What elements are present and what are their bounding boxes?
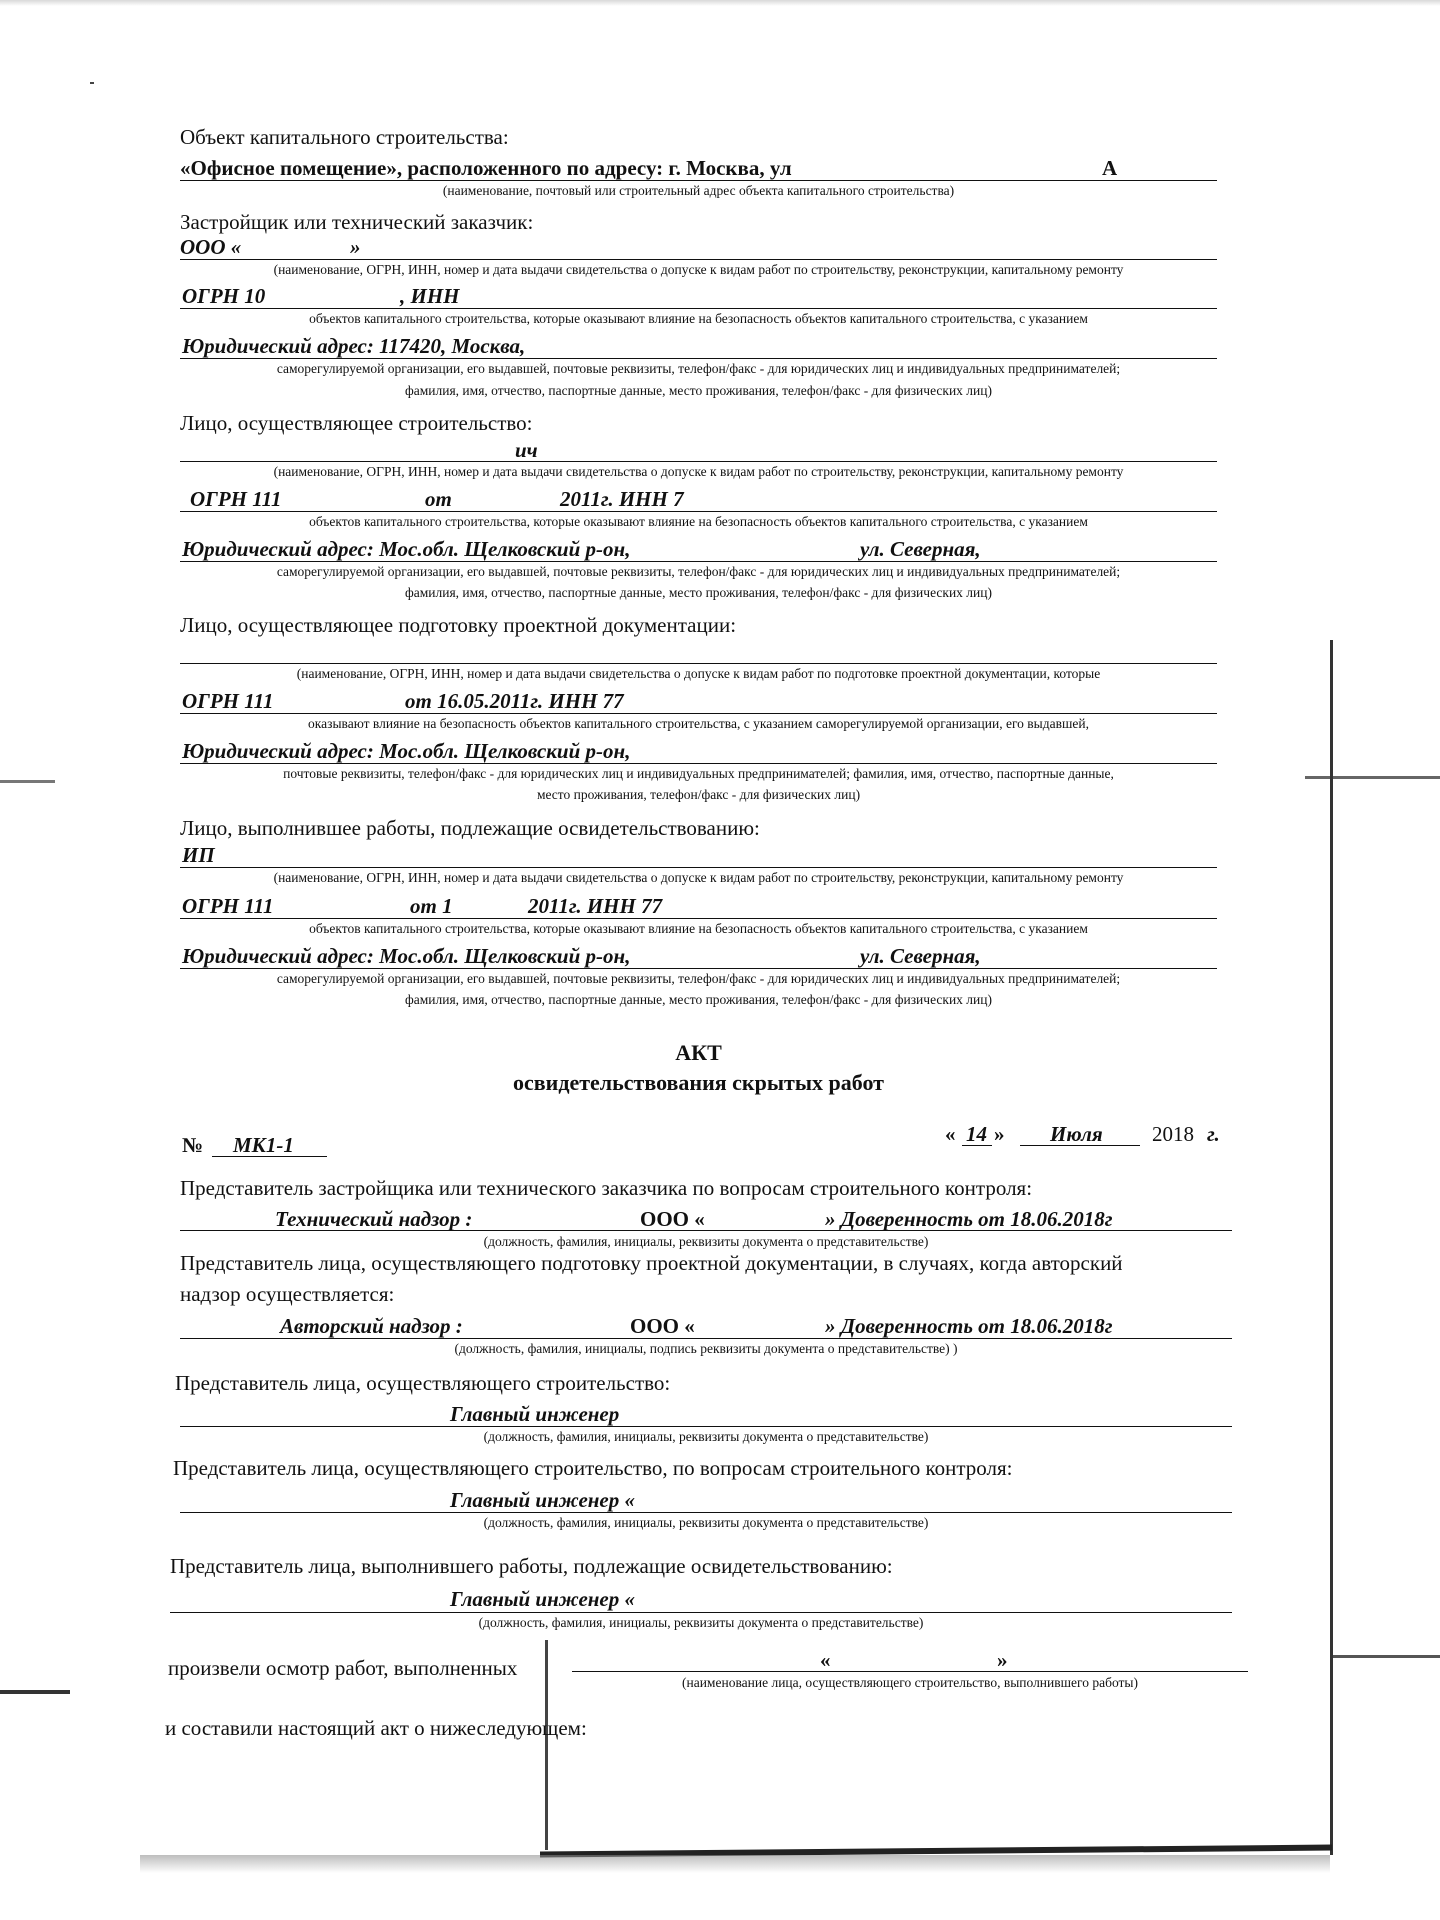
inspection-value-open: « [820, 1648, 831, 1672]
rep-builder-value: Главный инженер [450, 1402, 620, 1426]
performer-hint-1: (наименование, ОГРН, ИНН, номер и дата выдачи свидетельства о допуске к видам работ по строительству, реконструкции, капитальному ремонту [273, 870, 1124, 885]
date-month-underline [1020, 1145, 1140, 1146]
rep-builder-hint: (должность, фамилия, инициалы, реквизиты документа о представительстве) [483, 1429, 929, 1444]
performer-ogrn-underline [180, 918, 1217, 919]
designer-name-underline [180, 663, 1217, 664]
rep-control-label: Представитель лица, осуществляющего строительство, по вопросам строительного контроля: [173, 1456, 1013, 1480]
rep-builder-underline [180, 1426, 1232, 1427]
paper-edge [1330, 640, 1333, 1855]
act-number-underline [212, 1156, 327, 1157]
builder-ogrn-underline [180, 511, 1217, 512]
rep-customer-value: Технический надзор : [275, 1207, 473, 1231]
designer-hint-3: почтовые реквизиты, телефон/факс - для юридических лиц и индивидуальных предпринимателей; фамилия, имя, отчество, паспортные данные, [283, 766, 1114, 781]
object-label: Объект капитального строительства: [180, 125, 509, 149]
inspection-hint: (наименование лица, осуществляющего строительство, выполнившего работы) [682, 1675, 1138, 1690]
performer-date: от 1 [410, 894, 453, 918]
scan-mark [0, 1690, 70, 1694]
designer-hint-2: оказывают влияние на безопасность объектов капитального строительства, с указанием саморегулируемой организации, его выдавшей, [308, 716, 1089, 731]
developer-label: Застройщик или технический заказчик: [180, 210, 534, 234]
rep-designer-label: Представитель лица, осуществляющего подготовку проектной документации, в случаях, когда авторский [180, 1251, 1123, 1275]
developer-ogrn-underline [180, 308, 1217, 309]
act-number: МК1-1 [233, 1133, 294, 1157]
performer-address-tail: ул. Северная, [860, 944, 981, 968]
rep-customer-hint: (должность, фамилия, инициалы, реквизиты документа о представительстве) [483, 1234, 929, 1249]
designer-ogrn: ОГРН 111 [182, 689, 274, 713]
performer-label: Лицо, выполнившее работы, подлежащие освидетельствованию: [180, 816, 760, 840]
inspection-label: произвели осмотр работ, выполненных [168, 1656, 518, 1680]
builder-address-underline [180, 561, 1217, 562]
developer-hint-1: (наименование, ОГРН, ИНН, номер и дата выдачи свидетельства о допуске к видам работ по строительству, реконструкции, капитальному ремонту [273, 262, 1124, 277]
developer-hint-2: объектов капитального строительства, которые оказывают влияние на безопасность объектов капитального строительства, с указанием [309, 311, 1088, 326]
rep-designer-hint: (должность, фамилия, инициалы, подпись реквизиты документа о представительстве) ) [454, 1341, 958, 1356]
rep-designer-label-2: надзор осуществляется: [180, 1282, 395, 1306]
developer-hint-3: саморегулируемой организации, его выдавшей, почтовые реквизиты, телефон/факс - для юридических лиц и индивидуальных предпринимателей; [276, 361, 1121, 376]
builder-hint-2: объектов капитального строительства, которые оказывают влияние на безопасность объектов капитального строительства, с указанием [309, 514, 1088, 529]
date-year: 2018 [1152, 1122, 1194, 1146]
scan-mark [0, 780, 55, 783]
developer-inn: , ИНН [400, 284, 460, 308]
rep-customer-underline [180, 1230, 1232, 1231]
scan-shadow [140, 1855, 1330, 1873]
rep-control-hint: (должность, фамилия, инициалы, реквизиты документа о представительстве) [483, 1515, 929, 1530]
act-subtitle: освидетельствования скрытых работ [513, 1070, 884, 1095]
paper-edge [545, 1640, 548, 1850]
rep-builder-label: Представитель лица, осуществляющего строительство: [175, 1371, 671, 1395]
performer-address-underline [180, 968, 1217, 969]
rep-performer-underline [170, 1612, 1232, 1613]
developer-name: ООО « [180, 235, 242, 259]
performer-year: 2011г. ИНН 77 [528, 894, 663, 918]
designer-hint-1: (наименование, ОГРН, ИНН, номер и дата выдачи свидетельства о допуске к видам работ по подготовке проектной документации, которые [296, 666, 1101, 681]
builder-hint-1: (наименование, ОГРН, ИНН, номер и дата выдачи свидетельства о допуске к видам работ по строительству, реконструкции, капитальному ремонту [273, 464, 1124, 479]
builder-name-tail: ич [515, 438, 538, 462]
designer-address-underline [180, 763, 1217, 764]
developer-name-underline [180, 259, 1217, 260]
designer-hint-4: место проживания, телефон/факс - для физических лиц) [536, 787, 861, 802]
date-month: Июля [1050, 1122, 1103, 1146]
builder-year: 2011г. ИНН 7 [560, 487, 684, 511]
inspection-value-close: » [997, 1648, 1008, 1672]
builder-label: Лицо, осуществляющее строительство: [180, 411, 533, 435]
scan-mark [1330, 1655, 1440, 1658]
builder-name-underline [180, 461, 1217, 462]
rep-performer-value: Главный инженер « [450, 1587, 635, 1611]
builder-address-tail: ул. Северная, [860, 537, 981, 561]
developer-hint-4: фамилия, имя, отчество, паспортные данные, место проживания, телефон/факс - для физических лиц) [405, 383, 992, 398]
performer-hint-2: объектов капитального строительства, которые оказывают влияние на безопасность объектов капитального строительства, с указанием [309, 921, 1088, 936]
date-quote-open: « [945, 1122, 956, 1146]
object-underline [180, 180, 1217, 181]
builder-address: Юридический адрес: Мос.обл. Щелковский р-он, [182, 537, 631, 561]
date-quote-close: » [994, 1122, 1005, 1146]
performer-name: ИП [182, 843, 215, 867]
act-number-label: № [182, 1133, 204, 1157]
designer-ogrn-underline [180, 713, 1217, 714]
performer-name-underline [180, 867, 1217, 868]
rep-customer-org: ООО « [640, 1207, 705, 1231]
rep-control-underline [180, 1512, 1232, 1513]
rep-performer-hint: (должность, фамилия, инициалы, реквизиты документа о представительстве) [478, 1615, 924, 1630]
rep-designer-doc: » Доверенность от 18.06.2018г [825, 1314, 1113, 1338]
date-day-underline [962, 1145, 992, 1146]
rep-customer-label: Представитель застройщика или технического заказчика по вопросам строительного контроля: [180, 1176, 1033, 1200]
builder-hint-4: фамилия, имя, отчество, паспортные данные, место проживания, телефон/факс - для физических лиц) [405, 585, 992, 600]
performer-address: Юридический адрес: Мос.обл. Щелковский р-он, [182, 944, 631, 968]
builder-date: от [425, 487, 452, 511]
scan-mark [1305, 776, 1440, 779]
object-value-tail: А [1102, 156, 1118, 180]
date-day: 14 [966, 1122, 987, 1146]
object-hint: (наименование, почтовый или строительный адрес объекта капитального строительства) [442, 183, 955, 198]
designer-address: Юридический адрес: Мос.обл. Щелковский р-он, [182, 739, 631, 763]
builder-hint-3: саморегулируемой организации, его выдавшей, почтовые реквизиты, телефон/факс - для юридических лиц и индивидуальных предпринимателей; [276, 564, 1121, 579]
rep-control-value: Главный инженер « [450, 1488, 635, 1512]
rep-designer-underline [180, 1338, 1232, 1339]
scan-speck [90, 82, 94, 84]
performer-hint-3: саморегулируемой организации, его выдавшей, почтовые реквизиты, телефон/факс - для юридических лиц и индивидуальных предпринимателей; [276, 971, 1121, 986]
rep-customer-doc: » Доверенность от 18.06.2018г [825, 1207, 1113, 1231]
developer-name-tail: » [350, 235, 361, 259]
performer-ogrn: ОГРН 111 [182, 894, 274, 918]
scan-edge [0, 0, 1440, 6]
object-value: «Офисное помещение», расположенного по адресу: г. Москва, ул [180, 156, 792, 180]
performer-hint-4: фамилия, имя, отчество, паспортные данные, место проживания, телефон/факс - для физических лиц) [405, 992, 992, 1007]
builder-ogrn: ОГРН 111 [190, 487, 282, 511]
designer-label: Лицо, осуществляющее подготовку проектной документации: [180, 613, 737, 637]
date-year-suffix: г. [1207, 1122, 1220, 1146]
developer-address: Юридический адрес: 117420, Москва, [182, 334, 526, 358]
inspection-closing: и составили настоящий акт о нижеследующем: [165, 1716, 587, 1740]
rep-performer-label: Представитель лица, выполнившего работы, подлежащие освидетельствованию: [170, 1554, 893, 1578]
inspection-underline [572, 1671, 1248, 1672]
developer-address-underline [180, 358, 1217, 359]
rep-designer-value: Авторский надзор : [280, 1314, 463, 1338]
designer-date: от 16.05.2011г. ИНН 77 [405, 689, 624, 713]
developer-ogrn: ОГРН 10 [182, 284, 266, 308]
rep-designer-org: ООО « [630, 1314, 695, 1338]
act-title: АКТ [675, 1040, 722, 1065]
